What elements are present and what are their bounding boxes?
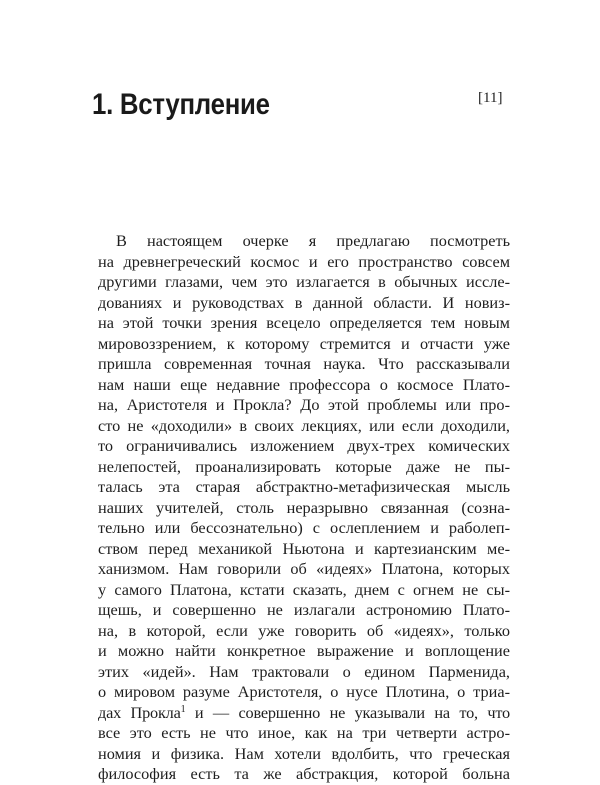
text-line: на, в которой, если уже говорить об «идеях», только (98, 620, 510, 640)
text-fragment: и — совершенно не указывали на то, что (185, 702, 510, 722)
page-number: [11] (478, 90, 503, 106)
text-line: на этой точки зрения всецело определяется тем новым (98, 313, 510, 332)
text-line: этих «идей». Нам трактовали о едином Парменида, (98, 661, 510, 681)
text-line-with-footnote (98, 703, 510, 724)
text-line: пришла современная точная наука. Что рассказывали (98, 354, 510, 373)
text-line: сто не «доходили» в своих лекциях, или если доходили, (98, 415, 510, 435)
text-line: то ограничивались изложением двух-трех комических (98, 436, 510, 455)
text-line: дованиях и руководствах в данной области. И новиз- (98, 292, 510, 312)
text-line: талась эта старая абстрактно-метафизическая мысль (98, 477, 510, 496)
text-line: и можно найти конкретное выражение и воплощение (98, 641, 510, 660)
text-line: ством перед механикой Ньютона и картезианским ме- (98, 538, 510, 558)
text-line: о мировом разуме Аристотеля, о нусе Плотина, о триа- (98, 682, 510, 701)
footnote-reference[interactable]: 1 (180, 703, 186, 715)
text-line: наших учителей, столь неразрывно связанная (созна- (98, 497, 510, 517)
text-line: щешь, и совершенно не излагали астрономию Плато- (98, 600, 510, 619)
text-line: на, Аристотеля и Прокла? До этой проблемы или про- (98, 395, 510, 414)
chapter-title: 1. Вступление (92, 88, 270, 121)
text-line: все это есть не что иное, как на три четверти астро- (98, 723, 510, 742)
text-line: номия и физика. Нам хотели вдолбить, что греческая (98, 743, 510, 763)
text-line: у самого Платона, кстати сказать, днем с огнем не сы- (98, 579, 510, 599)
text-line: мировоззрением, к которому стремится и отчасти уже (98, 333, 510, 353)
text-line: В настоящем очерке я предлагаю посмотреть (116, 231, 510, 250)
text-line: тельно или бессознательно) с ослеплением и раболеп- (98, 518, 510, 537)
text-line: нелепостей, проанализировать которые даже не пы- (98, 456, 510, 476)
body-paragraph (98, 231, 510, 785)
text-line: философия есть та же абстракция, которой больна (98, 764, 510, 783)
text-line: нам наши еще недавние профессора о космосе Плато- (98, 374, 510, 394)
text-line: на древнегреческий космос и его пространство совсем (98, 251, 510, 271)
text-line: другими глазами, чем это излагается в обычных иссле- (98, 272, 510, 291)
text-line: ханизмом. Нам говорили об «идеях» Платона, которых (98, 559, 510, 578)
text-fragment: дах Прокла (98, 702, 181, 722)
